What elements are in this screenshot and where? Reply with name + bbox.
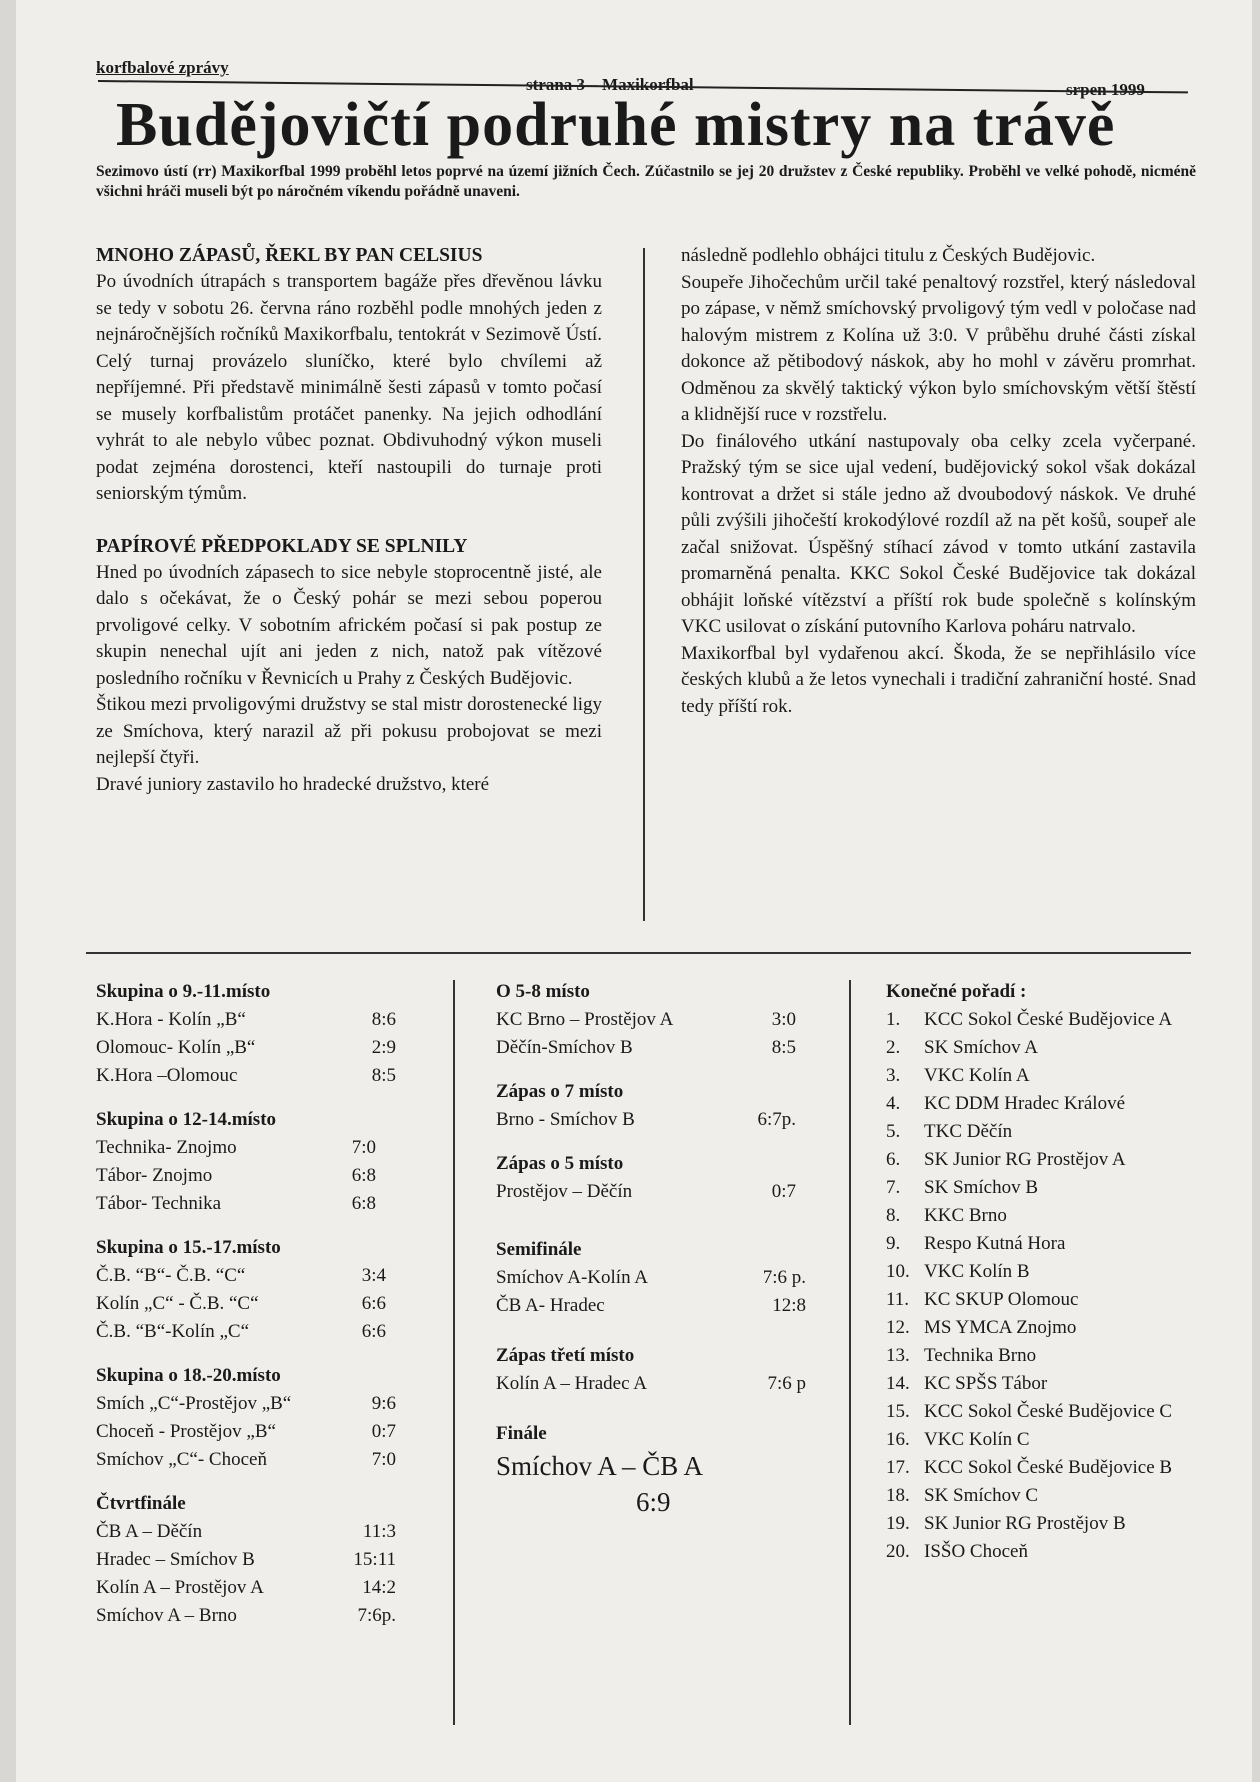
rank-number: 19. bbox=[886, 1513, 910, 1534]
standings-row bbox=[886, 1510, 1206, 1538]
rank-team: KC SPŠS Tábor bbox=[924, 1373, 1048, 1394]
match-score: 9:6 bbox=[371, 1393, 396, 1414]
header-publication: korfbalové zprávy bbox=[96, 58, 229, 77]
match-row bbox=[96, 1446, 396, 1474]
match-teams: Děčín-Smíchov B bbox=[496, 1037, 633, 1058]
match-teams: Smíchov „C“- Choceň bbox=[96, 1449, 267, 1470]
match-score: 12:8 bbox=[772, 1295, 806, 1316]
match-row bbox=[96, 1062, 396, 1090]
match-score: 6:6 bbox=[361, 1293, 386, 1314]
match-score: 15:11 bbox=[353, 1549, 396, 1570]
match-score: 3:4 bbox=[361, 1265, 386, 1286]
match-teams: Olomouc- Kolín „B“ bbox=[96, 1037, 256, 1058]
match-row bbox=[96, 1006, 396, 1034]
match-score: 0:7 bbox=[371, 1421, 396, 1442]
group-18-20 bbox=[96, 1362, 396, 1474]
rank-number: 5. bbox=[886, 1121, 901, 1142]
paragraph: následně podlehlo obhájci titulu z Českých Budějovic. bbox=[681, 245, 1096, 266]
match-row bbox=[96, 1318, 386, 1346]
group-9-11 bbox=[96, 978, 396, 1090]
match-row bbox=[96, 1162, 376, 1190]
match-score: 0:7 bbox=[771, 1181, 796, 1202]
rank-number: 6. bbox=[886, 1149, 901, 1170]
match-teams: Č.B. “B“-Kolín „C“ bbox=[96, 1321, 250, 1342]
column-divider bbox=[643, 248, 645, 921]
standings-row bbox=[886, 1258, 1206, 1286]
group-title: Zápas o 5 místo bbox=[496, 1153, 624, 1174]
match-score: 3:0 bbox=[771, 1009, 796, 1030]
standings-row bbox=[886, 1174, 1206, 1202]
results-placement bbox=[496, 978, 826, 1536]
rank-team: SK Smíchov A bbox=[924, 1037, 1039, 1058]
rank-team: SK Smíchov B bbox=[924, 1177, 1039, 1198]
match-row bbox=[96, 1418, 396, 1446]
rank-team: Technika Brno bbox=[924, 1345, 1037, 1366]
match-teams: Tábor- Znojmo bbox=[96, 1165, 213, 1186]
match-row bbox=[496, 1106, 796, 1134]
match-score: 7:0 bbox=[371, 1449, 396, 1470]
match-teams: Brno - Smíchov B bbox=[496, 1109, 635, 1130]
standings-row bbox=[886, 1454, 1206, 1482]
match-teams: K.Hora - Kolín „B“ bbox=[96, 1009, 246, 1030]
match-teams: Kolín A – Prostějov A bbox=[96, 1577, 264, 1598]
match-row bbox=[96, 1602, 396, 1630]
match-score: 14:2 bbox=[362, 1577, 396, 1598]
results-groups bbox=[96, 978, 396, 1646]
placement-5-8 bbox=[496, 978, 796, 1062]
match-row bbox=[496, 1370, 806, 1398]
rank-team: SK Smíchov C bbox=[924, 1485, 1039, 1506]
standings-row bbox=[886, 1202, 1206, 1230]
match-row bbox=[96, 1390, 396, 1418]
match-teams: Č.B. “B“- Č.B. “C“ bbox=[96, 1265, 246, 1286]
rank-number: 13. bbox=[886, 1345, 910, 1366]
match-score: 7:6p. bbox=[357, 1605, 396, 1626]
rank-team: VKC Kolín C bbox=[924, 1429, 1030, 1450]
rank-number: 15. bbox=[886, 1401, 910, 1422]
standings-row bbox=[886, 1286, 1206, 1314]
standings-row bbox=[886, 1034, 1206, 1062]
match-teams: Hradec – Smíchov B bbox=[96, 1549, 255, 1570]
match-score: 6:8 bbox=[351, 1193, 376, 1214]
results-divider bbox=[453, 980, 455, 1725]
match-score: 11:3 bbox=[362, 1521, 396, 1542]
rank-team: VKC Kolín A bbox=[924, 1065, 1030, 1086]
group-title: Skupina o 18.-20.místo bbox=[96, 1365, 281, 1386]
match-score: 6:7p. bbox=[757, 1109, 796, 1130]
standings-row bbox=[886, 1398, 1206, 1426]
match-7th bbox=[496, 1078, 796, 1134]
quarterfinals bbox=[96, 1490, 396, 1630]
rank-team: KCC Sokol České Budějovice A bbox=[924, 1009, 1173, 1030]
final-standings bbox=[886, 978, 1206, 1566]
standings-row bbox=[886, 1426, 1206, 1454]
rank-number: 1. bbox=[886, 1009, 901, 1030]
standings-row bbox=[886, 1538, 1206, 1566]
group-12-14 bbox=[96, 1106, 376, 1218]
match-teams: Kolín A – Hradec A bbox=[496, 1373, 647, 1394]
match-teams: KC Brno – Prostějov A bbox=[496, 1009, 674, 1030]
match-5th bbox=[496, 1150, 796, 1206]
paragraph: Maxikorfbal byl vydařenou akcí. Škoda, že se nepřihlásilo více českých klubů a že letos vynechali i tradiční zahraniční hosté. Snad tedy příští rok. bbox=[681, 642, 1196, 717]
paragraph: Hned po úvodních zápasech to sice nebyle stoprocentně jisté, ale dalo s očekávat, že o Český pohár se mezi sebou poperou prvoligové celky. V sobotním africkém počasí si pak postup ze skupin nenechal ujít ani jeden z nich, natož pak vítězové posledního ročníku v Řevnicích u Prahy z Českých Budějovic. bbox=[96, 561, 602, 689]
match-score: 8:5 bbox=[371, 1065, 396, 1086]
standings-row bbox=[886, 1370, 1206, 1398]
match-row bbox=[496, 1006, 796, 1034]
match-teams: Choceň - Prostějov „B“ bbox=[96, 1421, 276, 1442]
rank-number: 11. bbox=[886, 1289, 910, 1310]
match-score: 6:6 bbox=[361, 1321, 386, 1342]
match-teams: Prostějov – Děčín bbox=[496, 1181, 633, 1202]
rank-number: 14. bbox=[886, 1373, 910, 1394]
standings-row bbox=[886, 1482, 1206, 1510]
group-title: Zápas o 7 místo bbox=[496, 1081, 624, 1102]
article-column-right bbox=[681, 243, 1196, 720]
match-row bbox=[96, 1574, 396, 1602]
match-teams: Technika- Znojmo bbox=[96, 1137, 237, 1158]
match-row bbox=[96, 1190, 376, 1218]
standings-row bbox=[886, 1314, 1206, 1342]
match-teams: ČB A – Děčín bbox=[96, 1521, 203, 1542]
match-score: 8:5 bbox=[771, 1037, 796, 1058]
section-heading: MNOHO ZÁPASŮ, ŘEKL BY PAN CELSIUS bbox=[96, 245, 483, 266]
rank-team: KCC Sokol České Budějovice C bbox=[924, 1401, 1173, 1422]
paragraph: Po úvodních útrapách s transportem bagáže přes dřevěnou lávku se tedy v sobotu 26. června ráno rozběhl podle mnohých jeden z nejnáročnějších ročníků Maxikorfbalu, tentokrát v Sezimově Ústí. Celý turnaj provázelo sluníčko, které bylo chvílemi až nepříjemné. Při představě minimálně šesti zápasů v tomto počasí se musely korfbalistům protáčet panenky. Na jejich odhodlání vyhrát to ale nebylo vůbec poznat. Obdivuhodný výkon museli podat zejména dorostenci, kteří nastoupili do turnaje proti seniorským týmům. bbox=[96, 271, 602, 504]
rank-number: 4. bbox=[886, 1093, 901, 1114]
results-divider bbox=[849, 980, 851, 1725]
rank-number: 10. bbox=[886, 1261, 910, 1282]
match-row bbox=[496, 1292, 806, 1320]
group-title: Skupina o 9.-11.místo bbox=[96, 981, 271, 1002]
semifinals bbox=[496, 1236, 806, 1320]
match-row bbox=[96, 1034, 396, 1062]
third-place-title: Zápas třetí místo bbox=[496, 1345, 635, 1366]
match-teams: K.Hora –Olomouc bbox=[96, 1065, 238, 1086]
page bbox=[16, 0, 1252, 1782]
match-row bbox=[96, 1134, 376, 1162]
match-row bbox=[496, 1034, 796, 1062]
match-row bbox=[96, 1518, 396, 1546]
match-row bbox=[496, 1178, 796, 1206]
standings-row bbox=[886, 1118, 1206, 1146]
paragraph: Soupeře Jihočechům určil také penaltový rozstřel, který následoval po zápase, v němž smíchovský prvoligový tým vedl v poločase nad halovým mistrem z Kolína už 3:0. V průběhu druhé části získal dokonce až pětibodový náskok, aby ho mohl v závěru promrhat. Odměnou za skvělý taktický výkon bylo smíchovským větší štěstí a klidnější ruce v rozstřelu. bbox=[681, 271, 1196, 425]
rank-number: 16. bbox=[886, 1429, 910, 1450]
match-score: 2:9 bbox=[371, 1037, 396, 1058]
group-title: Čtvrtfinále bbox=[96, 1493, 186, 1514]
final-title: Finále bbox=[496, 1423, 547, 1444]
final-score: 6:9 bbox=[636, 1487, 671, 1517]
standings-row bbox=[886, 1230, 1206, 1258]
rank-team: ISŠO Choceň bbox=[924, 1541, 1028, 1562]
rank-team: Respo Kutná Hora bbox=[924, 1233, 1066, 1254]
match-row bbox=[96, 1290, 386, 1318]
standings-row bbox=[886, 1006, 1206, 1034]
standings-row bbox=[886, 1062, 1206, 1090]
rank-team: VKC Kolín B bbox=[924, 1261, 1030, 1282]
section-divider bbox=[86, 952, 1191, 954]
match-teams: Kolín „C“ - Č.B. “C“ bbox=[96, 1293, 259, 1314]
third-place bbox=[496, 1342, 806, 1398]
match-row bbox=[496, 1264, 806, 1292]
group-title: O 5-8 místo bbox=[496, 981, 590, 1002]
standings-list bbox=[886, 1006, 1206, 1566]
paragraph: Dravé juniory zastavilo ho hradecké družstvo, které bbox=[96, 773, 490, 795]
match-teams: Tábor- Technika bbox=[96, 1193, 222, 1214]
rank-team: KC SKUP Olomouc bbox=[924, 1289, 1079, 1310]
rank-team: SK Junior RG Prostějov B bbox=[924, 1513, 1126, 1534]
article-title: Budějovičtí podruhé mistry na trávě bbox=[116, 91, 1116, 159]
rank-team: KCC Sokol České Budějovice B bbox=[924, 1457, 1173, 1478]
final-match: Smíchov A – ČB A bbox=[496, 1451, 704, 1481]
standings-row bbox=[886, 1090, 1206, 1118]
rank-team: KC DDM Hradec Králové bbox=[924, 1093, 1126, 1114]
match-score: 7:0 bbox=[351, 1137, 376, 1158]
rank-number: 18. bbox=[886, 1485, 910, 1506]
match-teams: ČB A- Hradec bbox=[496, 1295, 605, 1316]
article-column-left bbox=[96, 243, 602, 798]
rank-number: 3. bbox=[886, 1065, 901, 1086]
rank-number: 9. bbox=[886, 1233, 901, 1254]
paragraph: Štikou mezi prvoligovými družstvy se stal mistr dorostenecké ligy ze Smíchova, který narazil až při pokusu probojovat se mezi nejlepší čtyři. bbox=[96, 694, 602, 768]
rank-team: MS YMCA Znojmo bbox=[924, 1317, 1077, 1338]
rank-number: 12. bbox=[886, 1317, 910, 1338]
rank-team: TKC Děčín bbox=[924, 1121, 1013, 1142]
group-title: Skupina o 15.-17.místo bbox=[96, 1237, 281, 1258]
rank-number: 7. bbox=[886, 1177, 901, 1198]
match-score: 6:8 bbox=[351, 1165, 376, 1186]
semifinals-title: Semifinále bbox=[496, 1239, 582, 1260]
match-row bbox=[96, 1546, 396, 1574]
match-teams: Smíchov A – Brno bbox=[96, 1605, 237, 1626]
match-score: 7:6 p. bbox=[762, 1267, 806, 1288]
rank-number: 17. bbox=[886, 1457, 910, 1478]
group-title: Skupina o 12-14.místo bbox=[96, 1109, 277, 1130]
paragraph: Do finálového utkání nastupovaly oba celky zcela vyčerpané. Pražský tým se sice ujal vedení, budějovický sokol však dokázal kontrovat a držet si stále jedno až dvoubodový náskok. Ve druhé půli zvýšili jihočeští krokodýlové rozdíl až na pět košů, soupeř ale začal snižovat. Úspěšný stíhací závod v tomto utkání zastavila promarněná penalta. KKC Sokol České Budějovice tak dokázal obhájit loňské vítězství a příští rok bude společně s kolínským VKC usilovat o získání putovního Karlova poháru natrvalo. bbox=[681, 430, 1196, 637]
standings-row bbox=[886, 1146, 1206, 1174]
match-teams: Smích „C“-Prostějov „B“ bbox=[96, 1393, 292, 1414]
rank-number: 2. bbox=[886, 1037, 901, 1058]
rank-team: KKC Brno bbox=[924, 1205, 1007, 1226]
rank-number: 20. bbox=[886, 1541, 910, 1562]
rank-number: 8. bbox=[886, 1205, 901, 1226]
standings-title: Konečné pořadí : bbox=[886, 981, 1027, 1002]
final bbox=[496, 1420, 826, 1520]
article-lead: Sezimovo ústí (rr) Maxikorfbal 1999 proběhl letos poprvé na území jižních Čech. Zúčastnilo se jej 20 družstev z České republiky. Proběhl ve velké pohodě, nicméně všichni hráči museli být po náročném víkendu pořádně unaveni. bbox=[96, 163, 1196, 200]
header-date: srpen 1999 bbox=[1066, 80, 1145, 99]
match-score: 8:6 bbox=[371, 1009, 396, 1030]
match-row bbox=[96, 1262, 386, 1290]
standings-row bbox=[886, 1342, 1206, 1370]
section-heading: PAPÍROVÉ PŘEDPOKLADY SE SPLNILY bbox=[96, 535, 468, 557]
header-page-number: strana 3 – Maxikorfbal bbox=[526, 75, 694, 94]
rank-team: SK Junior RG Prostějov A bbox=[924, 1149, 1126, 1170]
group-15-17 bbox=[96, 1234, 386, 1346]
match-score: 7:6 p bbox=[767, 1373, 806, 1394]
match-teams: Smíchov A-Kolín A bbox=[496, 1267, 649, 1288]
